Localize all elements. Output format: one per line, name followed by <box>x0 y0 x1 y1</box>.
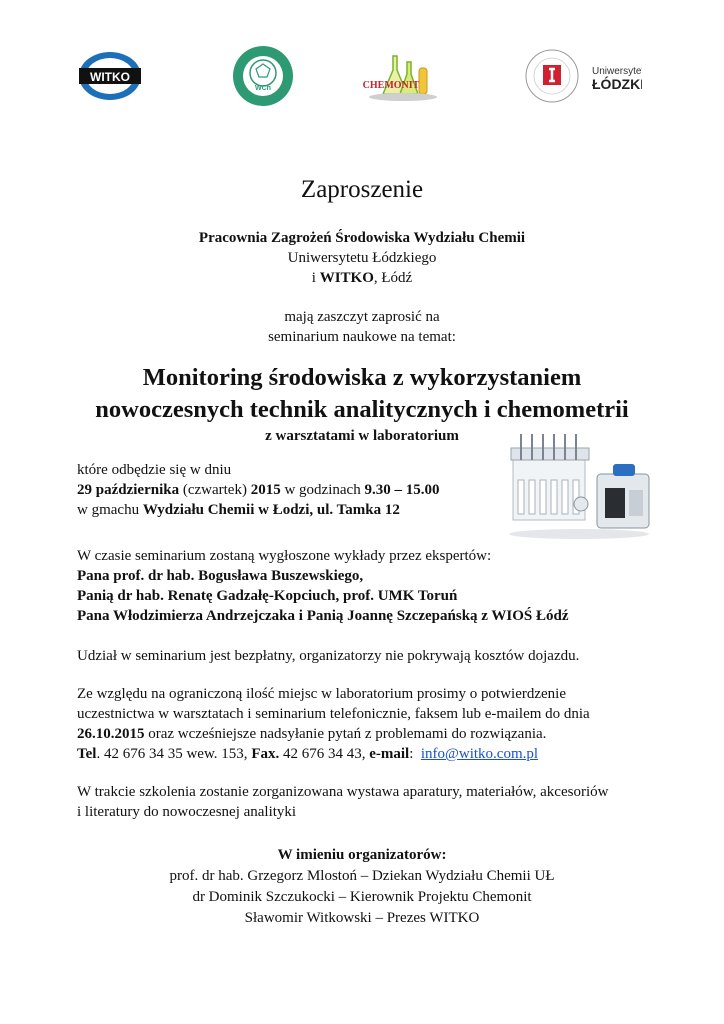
registration-deadline: 26.10.2015 <box>77 726 145 742</box>
ul-logo-line1: Uniwersytet <box>592 66 642 77</box>
event-intro: które odbędzie się w dniu <box>77 462 232 478</box>
speaker-3: Pana Włodzimierza Andrzejczaka i Panią Joannę Szczepańską z WIOŚ Łódź <box>77 608 569 624</box>
speaker-2: Panią dr hab. Renatę Gadzałę-Kopciuch, prof. UMK Toruń <box>77 588 458 604</box>
event-place: Wydziału Chemii w Łodzi, ul. Tamka 12 <box>142 502 400 518</box>
organizer-line-3 <box>0 268 724 288</box>
registration-line-1: Ze względu na ograniczoną ilość miejsc w laboratorium prosimy o potwierdzenie <box>77 686 567 702</box>
event-hours: 9.30 – 15.00 <box>364 482 440 498</box>
chemonit-logo <box>363 50 439 102</box>
registration-line-3 <box>77 724 657 744</box>
registration-line-2: uczestnictwa w warsztatach i seminarium telefonicznie, faksem lub e-mailem do dnia <box>77 706 590 722</box>
organizers-block <box>0 228 724 288</box>
invite-line-2: seminarium naukowe na temat: <box>268 329 456 345</box>
organizer-line-3-suffix: , Łódź <box>373 270 413 286</box>
exhibition-line-1: W trakcie szkolenia zostanie zorganizowana wystawa aparatury, materiałów, akcesoriów <box>77 784 609 800</box>
signature-block <box>0 845 724 929</box>
tel-value: . 42 676 34 35 wew. 153, <box>96 746 252 762</box>
topic-line-1: Monitoring środowiska z wykorzystaniem <box>142 364 582 391</box>
participation-note: Udział w seminarium jest bezpłatny, organizatorzy nie pokrywają kosztów dojazdu. <box>77 648 580 664</box>
invite-block <box>0 307 724 347</box>
fax-value: 42 676 34 43, <box>279 746 370 762</box>
page-title: Zaproszenie <box>300 176 424 203</box>
organizer-witko: WITKO <box>319 270 374 286</box>
email-link[interactable]: info@witko.com.pl <box>420 746 539 762</box>
ul-logo-line2: ŁÓDZKI <box>592 76 642 92</box>
event-hours-label: w godzinach <box>280 482 365 498</box>
event-place-line <box>77 500 657 520</box>
topic-line-2: nowoczesnych technik analitycznych i chemometrii <box>95 396 629 423</box>
signature-heading: W imieniu organizatorów: <box>277 847 447 863</box>
speaker-1: Pana prof. dr hab. Bogusława Buszewskiego, <box>77 568 364 584</box>
registration-line-3-rest: oraz wcześniejsze nadsyłanie pytań z problemami do rozwiązania. <box>144 726 547 742</box>
signatory-1: prof. dr hab. Grzegorz Mlostoń – Dziekan Wydziału Chemii UŁ <box>169 868 555 884</box>
uniwersytet-lodzki-logo <box>522 48 642 104</box>
witko-logo-text: WITKO <box>90 70 130 84</box>
event-weekday: (czwartek) <box>179 482 251 498</box>
lectures-intro: W czasie seminarium zostaną wygłoszone wykłady przez ekspertów: <box>77 548 492 564</box>
invite-line-1: mają zaszczyt zaprosić na <box>284 309 440 325</box>
event-place-label: w gmachu <box>77 502 143 518</box>
wch-logo-text: WCh <box>255 85 271 92</box>
organizer-line-2: Uniwersytetu Łódzkiego <box>287 250 437 266</box>
event-date: 29 października <box>77 482 180 498</box>
tel-label: Tel <box>77 746 97 762</box>
event-date-line <box>77 480 657 500</box>
exhibition-line-2: i literatury do nowoczesnej analityki <box>77 804 297 820</box>
chemonit-logo-text: CHEMONIT <box>363 80 420 91</box>
lectures-block <box>77 546 657 626</box>
witko-logo <box>77 50 143 102</box>
event-details <box>77 460 657 520</box>
wydzial-chemii-logo <box>232 45 294 107</box>
contact-line <box>77 744 657 764</box>
signatory-3: Sławomir Witkowski – Prezes WITKO <box>244 910 480 926</box>
signatory-2: dr Dominik Szczukocki – Kierownik Projektu Chemonit <box>192 889 532 905</box>
organizer-line-3-prefix: i <box>311 270 320 286</box>
email-label: e-mail <box>369 746 410 762</box>
event-year: 2015 <box>250 482 281 498</box>
registration-block <box>77 684 657 764</box>
fax-label: Fax. <box>251 746 280 762</box>
organizer-line-1: Pracownia Zagrożeń Środowiska Wydziału Chemii <box>198 230 526 246</box>
topic-subtitle: z warsztatami w laboratorium <box>265 428 459 444</box>
email-separator: : <box>409 746 421 762</box>
exhibition-block <box>77 782 657 822</box>
